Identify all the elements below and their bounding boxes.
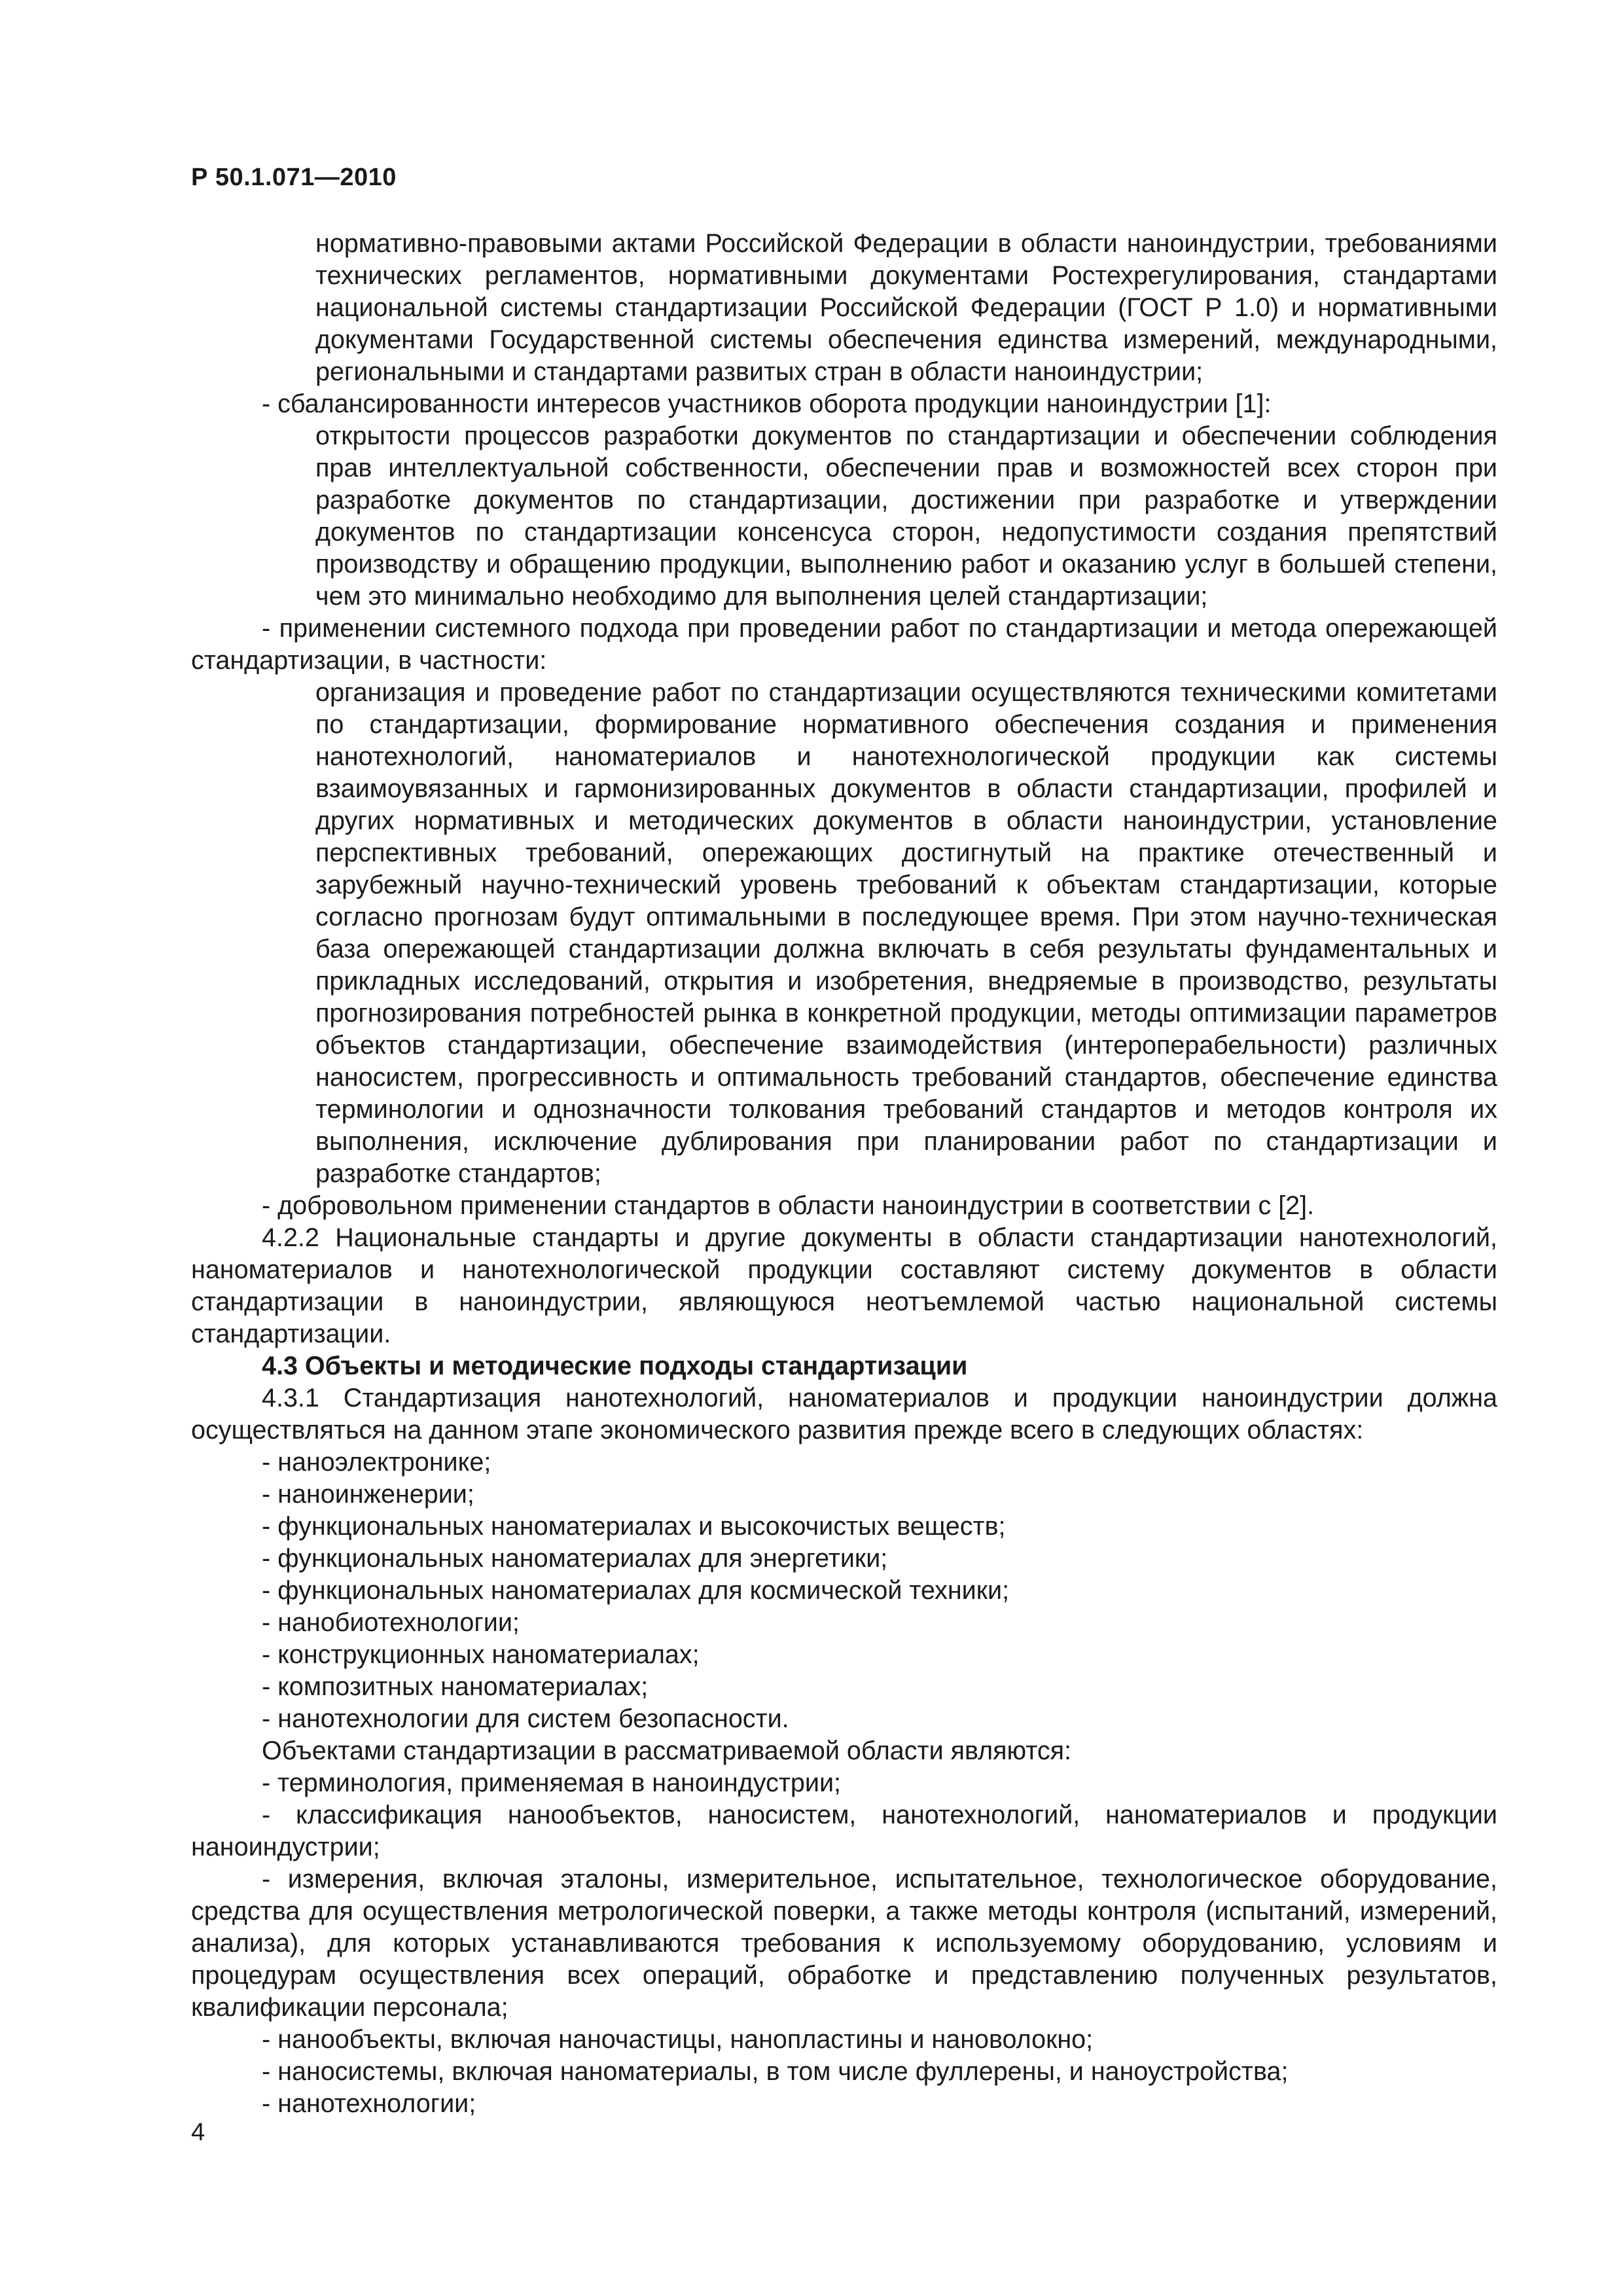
list-item: - измерения, включая эталоны, измерительное, испытательное, технологическое оборудование, средства для осуществления метрологической поверки, а также методы контроля (испытаний, измерений, анализа), для которых устанавливаются требования к используемому оборудованию, условиям и процедурам осуществления всех операций, обработке и представлению полученных результатов, квалификации персонала;	[191, 1865, 1497, 2022]
list-item: - нанотехнологии;	[262, 2089, 476, 2118]
list-item: - терминология, применяемая в наноиндустрии;	[262, 1768, 841, 1797]
list-item: - классификация нанообъектов, наносистем, нанотехнологий, наноматериалов и продукции наноиндустрии;	[191, 1801, 1497, 1861]
list-item: - применении системного подхода при проведении работ по стандартизации и метода опережающей стандартизации, в частности:	[191, 614, 1497, 675]
list-item: - сбалансированности интересов участников оборота продукции наноиндустрии [1]:	[262, 389, 1272, 418]
list-item: - функциональных наноматериалах для энергетики;	[262, 1544, 888, 1573]
list-item: - композитных наноматериалах;	[262, 1672, 649, 1701]
paragraph: нормативно-правовыми актами Российской Федерации в области наноиндустрии, требованиями технических регламентов, нормативными документами Ростехрегулирования, стандартами национальной системы стандартизации Российской Федерации (ГОСТ Р 1.0) и нормативными документами Государственной системы обеспечения единства измерений, международными, региональными и стандартами развитых стран в области наноиндустрии;	[315, 229, 1497, 386]
document-body	[191, 228, 1497, 2120]
list-item: - нанобиотехнологии;	[262, 1608, 520, 1637]
list-item: - добровольном применении стандартов в области наноиндустрии в соответствии с [2].	[262, 1191, 1315, 1220]
list-item: - наносистемы, включая наноматериалы, в том числе фуллерены, и наноустройства;	[262, 2057, 1289, 2086]
list-item: - нанотехнологии для систем безопасности.	[262, 1704, 789, 1733]
page-number: 4	[191, 2119, 205, 2146]
paragraph: Объектами стандартизации в рассматриваемой области являются:	[262, 1736, 1072, 1765]
paragraph: открытости процессов разработки документов по стандартизации и обеспечении соблюдения прав интеллектуальной собственности, обеспечении прав и возможностей всех сторон при разработке документов по стандартизации, достижении при разработке и утверждении документов по стандартизации консенсуса сторон, недопустимости создания препятствий производству и обращению продукции, выполнению работ и оказанию услуг в большей степени, чем это минимально необходимо для выполнения целей стандартизации;	[315, 422, 1497, 611]
paragraph: организация и проведение работ по стандартизации осуществляются техническими комитетами по стандартизации, формирование нормативного обеспечения создания и применения нанотехнологий, наноматериалов и нанотехнологической продукции как системы взаимоувязанных и гармонизированных документов в области стандартизации, профилей и других нормативных и методических документов в области наноиндустрии, установление перспективных требований, опережающих достигнутый на практике отечественный и зарубежный научно-технический уровень требований к объектам стандартизации, которые согласно прогнозам будут оптимальными в последующее время. При этом научно-техническая база опережающей стандартизации должна включать в себя результаты фундаментальных и прикладных исследований, открытия и изобретения, внедряемые в производство, результаты прогнозирования потребностей рынка в конкретной продукции, методы оптимизации параметров объектов стандартизации, обеспечение взаимодействия (интероперабельности) различных наносистем, прогрессивность и оптимальность требований стандартов, обеспечение единства терминологии и однозначности толкования требований стандартов и методов контроля их выполнения, исключение дублирования при планировании работ по стандартизации и разработке стандартов;	[315, 678, 1497, 1188]
list-item: - наноинженерии;	[262, 1480, 474, 1509]
list-item: - функциональных наноматериалах для космической техники;	[262, 1576, 1010, 1605]
section-heading: 4.3 Объекты и методические подходы стандартизации	[262, 1352, 968, 1380]
document-number: Р 50.1.071—2010	[191, 164, 397, 191]
list-item: - конструкционных наноматериалах;	[262, 1640, 700, 1669]
paragraph: 4.3.1 Стандартизация нанотехнологий, наноматериалов и продукции наноиндустрии должна осуществляться на данном этапе экономического развития прежде всего в следующих областях:	[191, 1384, 1497, 1444]
list-item: - функциональных наноматериалах и высокочистых веществ;	[262, 1512, 1006, 1541]
list-item: - наноэлектронике;	[262, 1448, 491, 1477]
paragraph: 4.2.2 Национальные стандарты и другие документы в области стандартизации нанотехнологий, наноматериалов и нанотехнологической продукции составляют систему документов в области стандартизации в наноиндустрии, являющуюся неотъемлемой частью национальной системы стандартизации.	[191, 1223, 1497, 1348]
list-item: - нанообъекты, включая наночастицы, нанопластины и нановолокно;	[262, 2025, 1094, 2054]
